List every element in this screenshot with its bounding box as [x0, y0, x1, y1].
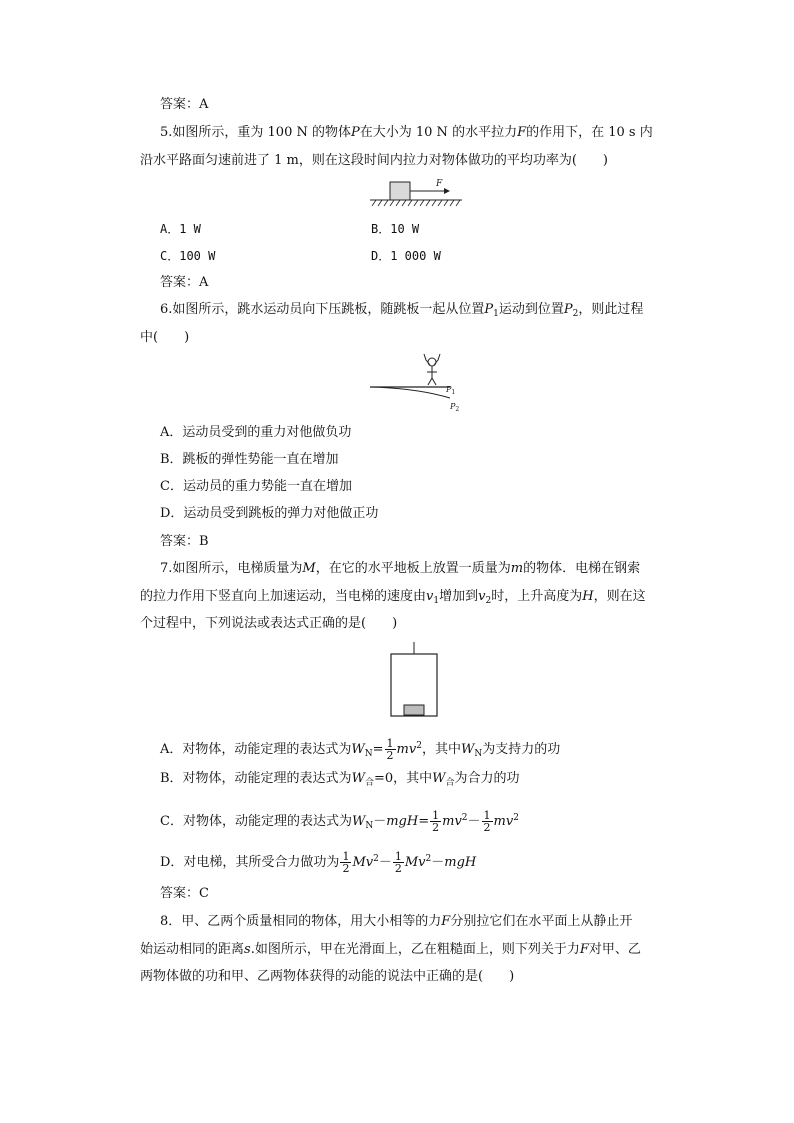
q8-stem-line1	[160, 913, 632, 931]
exponent: 2	[461, 813, 468, 823]
w-subscript: N	[365, 821, 374, 831]
w-subscript: N	[474, 749, 483, 759]
q7-stem-line2	[140, 588, 646, 610]
q5-option-b: B．10 W	[371, 222, 420, 236]
q8-f-symbol: F	[579, 942, 589, 957]
q6-text: 6.如图所示，跳水运动员向下压跳板，随跳板一起从位置	[160, 302, 485, 317]
q7-option-c-text: C．对物体，动能定理的表达式为	[160, 814, 352, 829]
q5-option-c: C．100 W	[160, 249, 216, 263]
force-label: F	[436, 179, 443, 189]
diver-icon	[424, 354, 440, 385]
exponent: 2	[425, 854, 432, 864]
object-block	[404, 705, 424, 715]
q7-text: 时，上升高度为	[491, 589, 583, 604]
q6-p1-subscript: 1	[493, 309, 499, 319]
board-position-p2	[370, 387, 450, 398]
q8-s-symbol: s	[244, 942, 251, 957]
q7-option-d-text: D．对电梯，其所受合力做功为	[160, 855, 340, 870]
q6-stem-line2: 中( )	[140, 330, 190, 345]
q5-option-a: A．1 W	[160, 222, 201, 236]
q7-v2-subscript: 2	[485, 596, 492, 606]
mv-term: mv	[442, 814, 462, 829]
q7-text: 的物体．电梯在钢索	[523, 561, 641, 576]
q7-option-a-text: 为支持力的功	[482, 742, 561, 757]
q7-v1-symbol: v	[426, 589, 434, 604]
q8-text: .如图所示，甲在光滑面上，乙在粗糙面上，则下列关于力	[250, 942, 580, 957]
q6-text: 运动到位置	[498, 302, 564, 317]
mv-term: Mv	[352, 855, 374, 870]
q7-answer: 答案：C	[160, 886, 209, 901]
q7-option-b-text: 为合力的功	[454, 771, 520, 786]
arrow-head-icon	[444, 188, 450, 194]
q7-stem-line1	[160, 560, 640, 578]
minus: －	[431, 855, 445, 870]
q7-m-small-symbol: m	[510, 561, 524, 576]
fraction-half: $\frac{1}{2}$	[394, 850, 402, 875]
q6-figure-diving-board	[366, 352, 476, 418]
minus: －	[378, 855, 392, 870]
w-subscript: 合	[445, 778, 455, 788]
q7-option-b-text: B．对物体，动能定理的表达式为	[160, 771, 352, 786]
q6-p2-subscript: 2	[572, 309, 579, 319]
q5-p-symbol: P	[351, 125, 360, 140]
q5-stem-line2: 沿水平路面匀速前进了 1 m，则在这段时间内拉力对物体做功的平均功率为( )	[140, 153, 609, 168]
q7-option-a-text: ，其中	[421, 742, 461, 757]
q7-v2-symbol: v	[478, 589, 486, 604]
q8-f-symbol: F	[441, 914, 451, 929]
q7-text: ，在它的水平地板上放置一质量为	[315, 561, 511, 576]
q7-option-b	[160, 770, 520, 792]
fraction-half: $\frac{1}{2}$	[342, 850, 350, 875]
ground-hatch	[372, 200, 460, 206]
q6-option-d: D．运动员受到跳板的弹力对他做正功	[160, 506, 379, 521]
w-subscript: N	[364, 749, 373, 759]
q6-p2-symbol: P	[563, 302, 573, 317]
minus: －	[467, 814, 481, 829]
w-symbol: W	[351, 742, 365, 757]
q4-answer: 答案：A	[160, 97, 209, 112]
q7-stem-line3: 个过程中，下列说法或表达式正确的是( )	[140, 616, 398, 631]
q5-text: 的作用下，在 10 s 内	[526, 125, 653, 140]
q6-option-a: A．运动员受到的重力对他做负功	[160, 425, 352, 440]
fraction-half: $\frac{1}{2}$	[386, 737, 394, 762]
q7-option-b-text: =0，其中	[373, 771, 433, 786]
q7-m-big-symbol: M	[302, 561, 316, 576]
mv-term: mv	[396, 742, 417, 757]
q7-option-c	[160, 805, 519, 839]
q7-v1-subscript: 1	[433, 596, 440, 606]
fraction-half: $\frac{1}{2}$	[483, 809, 491, 834]
mgh-term: mgH	[386, 814, 419, 829]
q6-text: ，则此过程	[578, 302, 644, 317]
q7-figure-elevator	[386, 640, 446, 720]
exponent: 2	[373, 854, 379, 864]
q7-text: 增加到	[439, 589, 479, 604]
q7-option-d	[160, 846, 476, 876]
mv-term: Mv	[404, 855, 426, 870]
q8-text: 始运动相同的距离	[140, 942, 245, 957]
q8-text: 对甲、乙	[588, 942, 641, 957]
mv-term: mv	[493, 814, 514, 829]
q6-p1-symbol: P	[484, 302, 494, 317]
block	[390, 182, 410, 200]
q7-option-a	[160, 733, 560, 767]
exponent: 2	[513, 813, 519, 823]
q8-stem-line2	[140, 941, 641, 959]
q6-option-b: B．跳板的弹性势能一直在增加	[160, 452, 339, 467]
minus: －	[373, 814, 387, 829]
p2-label: $P_2$	[450, 402, 460, 413]
equals: =	[418, 814, 430, 829]
mgh-term: mgH	[444, 855, 477, 870]
q8-stem-line3: 两物体做的功和甲、乙两物体获得的动能的说法中正确的是( )	[140, 969, 515, 984]
w-symbol: W	[351, 814, 366, 829]
q8-text: 8．甲、乙两个质量相同的物体，用大小相等的力	[160, 914, 442, 929]
w-subscript: 合	[364, 778, 374, 788]
q5-figure-block-force	[366, 174, 466, 212]
q7-text: 7.如图所示，电梯质量为	[160, 561, 303, 576]
p1-label: $P_1$	[446, 385, 456, 396]
w-symbol: W	[351, 771, 365, 786]
q5-text: 5.如图所示，重为 100 N 的物体	[160, 125, 351, 140]
q7-h-symbol: H	[582, 589, 594, 604]
fraction-half: $\frac{1}{2}$	[432, 809, 440, 834]
q6-option-c: C．运动员的重力势能一直在增加	[160, 479, 352, 494]
q7-text: 的拉力作用下竖直向上加速运动，当电梯的速度由	[140, 589, 427, 604]
q6-answer: 答案：B	[160, 534, 209, 549]
q7-text: ，则在这	[593, 589, 646, 604]
q6-stem-line1	[160, 301, 643, 323]
q5-answer: 答案：A	[160, 275, 209, 290]
q7-option-a-text: A．对物体，动能定理的表达式为	[160, 742, 352, 757]
q5-stem-line1	[160, 124, 653, 142]
equals: =	[372, 742, 384, 757]
exponent: 2	[416, 741, 422, 751]
w-symbol: W	[460, 742, 475, 757]
q5-f-symbol: F	[517, 125, 527, 140]
q5-option-d: D．1 000 W	[371, 249, 441, 263]
q5-text: 在大小为 10 N 的水平拉力	[359, 125, 518, 140]
w-symbol: W	[432, 771, 446, 786]
q8-text: 分别拉它们在水平面上从静止开	[450, 914, 633, 929]
